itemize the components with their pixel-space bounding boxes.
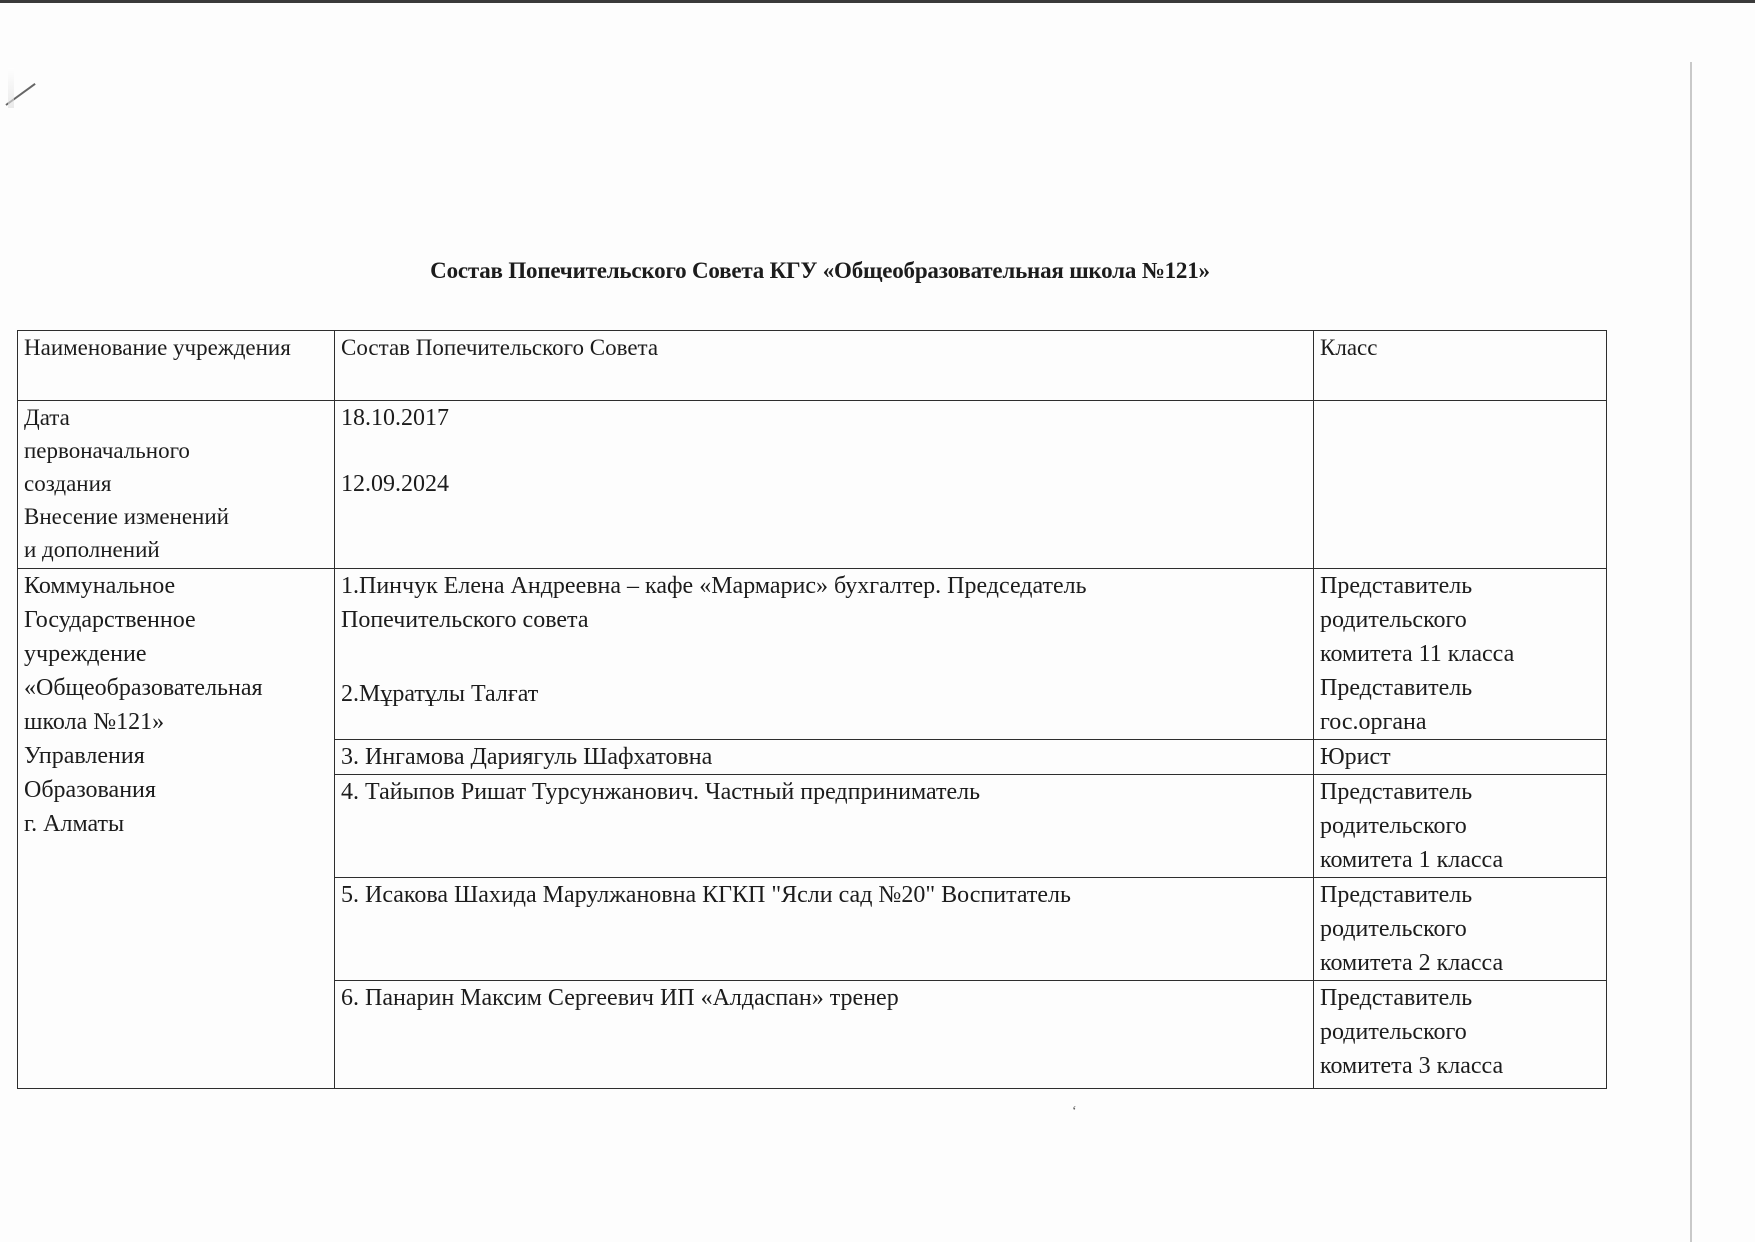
member-cell: 3. Ингамова Дариягуль Шафхатовна: [335, 740, 1314, 775]
class-line: Представитель: [1320, 882, 1473, 908]
institution-line: Коммунальное: [24, 573, 176, 599]
institution-line: «Общеобразовательная: [24, 675, 263, 701]
class-line: гос.органа: [1320, 709, 1427, 735]
class-cell: Юрист: [1314, 740, 1607, 775]
class-line: комитета 3 класса: [1320, 1053, 1504, 1079]
class-line: комитета 2 класса: [1320, 950, 1504, 976]
header-class: Класс: [1314, 331, 1607, 401]
member-cell: 5. Исакова Шахида Марулжановна КГКП "Ясли сад №20" Воспитатель: [335, 878, 1314, 981]
institution-line: г. Алматы: [24, 811, 125, 837]
member-2-line: 2.Мұратұлы Талғат: [341, 681, 539, 707]
class-cell: [1314, 981, 1607, 1089]
class-line: родительского: [1320, 607, 1467, 633]
document-title: Состав Попечительского Совета КГУ «Общеобразовательная школа №121»: [430, 258, 1210, 283]
class-cell: [1314, 775, 1607, 878]
institution-line: Управления: [24, 743, 145, 769]
amended-date: 12.09.2024: [341, 471, 449, 497]
dates-class: [1314, 401, 1607, 569]
member-1-line: Попечительского совета: [341, 607, 589, 633]
institution-cell: [18, 569, 335, 1089]
dates-row: [18, 401, 1607, 569]
dates-label-line: Внесение изменений: [24, 504, 229, 529]
dates-label-line: создания: [24, 471, 112, 496]
council-table: [17, 330, 1607, 1089]
member-1-line: 1.Пинчук Елена Андреевна – кафе «Мармарис» бухгалтер. Председатель: [341, 573, 1087, 599]
scan-page-edge: [1690, 62, 1692, 1242]
class-line: родительского: [1320, 813, 1467, 839]
class-line: родительского: [1320, 916, 1467, 942]
created-date: 18.10.2017: [341, 405, 449, 431]
stray-speck: ʻ: [1072, 1104, 1077, 1119]
dates-values: [335, 401, 1314, 569]
dates-label-line: Дата: [24, 405, 70, 430]
header-institution: Наименование учреждения: [18, 331, 335, 401]
dates-label-line: и дополнений: [24, 537, 160, 562]
scan-shadow: [8, 68, 14, 108]
institution-line: Образования: [24, 777, 156, 803]
institution-line: учреждение: [24, 641, 147, 667]
table-row: [18, 569, 1607, 740]
class-line: Представитель: [1320, 675, 1473, 701]
table-header-row: [18, 331, 1607, 401]
institution-line: Государственное: [24, 607, 196, 633]
class-cell: [1314, 878, 1607, 981]
scan-top-edge: [0, 0, 1755, 3]
member-cell: 6. Панарин Максим Сергеевич ИП «Алдаспан» тренер: [335, 981, 1314, 1089]
class-line: комитета 11 класса: [1320, 641, 1515, 667]
class-line: комитета 1 класса: [1320, 847, 1504, 873]
class-line: Представитель: [1320, 573, 1473, 599]
dates-label-line: первоначального: [24, 438, 190, 463]
class-line: Представитель: [1320, 985, 1473, 1011]
dates-label: [18, 401, 335, 569]
class-line: Представитель: [1320, 779, 1473, 805]
class-line: родительского: [1320, 1019, 1467, 1045]
class-cell: [1314, 569, 1607, 740]
member-cell: 4. Тайыпов Ришат Турсунжанович. Частный предприниматель: [335, 775, 1314, 878]
header-composition: Состав Попечительского Совета: [335, 331, 1314, 401]
institution-line: школа №121»: [24, 709, 165, 735]
member-cell: [335, 569, 1314, 740]
